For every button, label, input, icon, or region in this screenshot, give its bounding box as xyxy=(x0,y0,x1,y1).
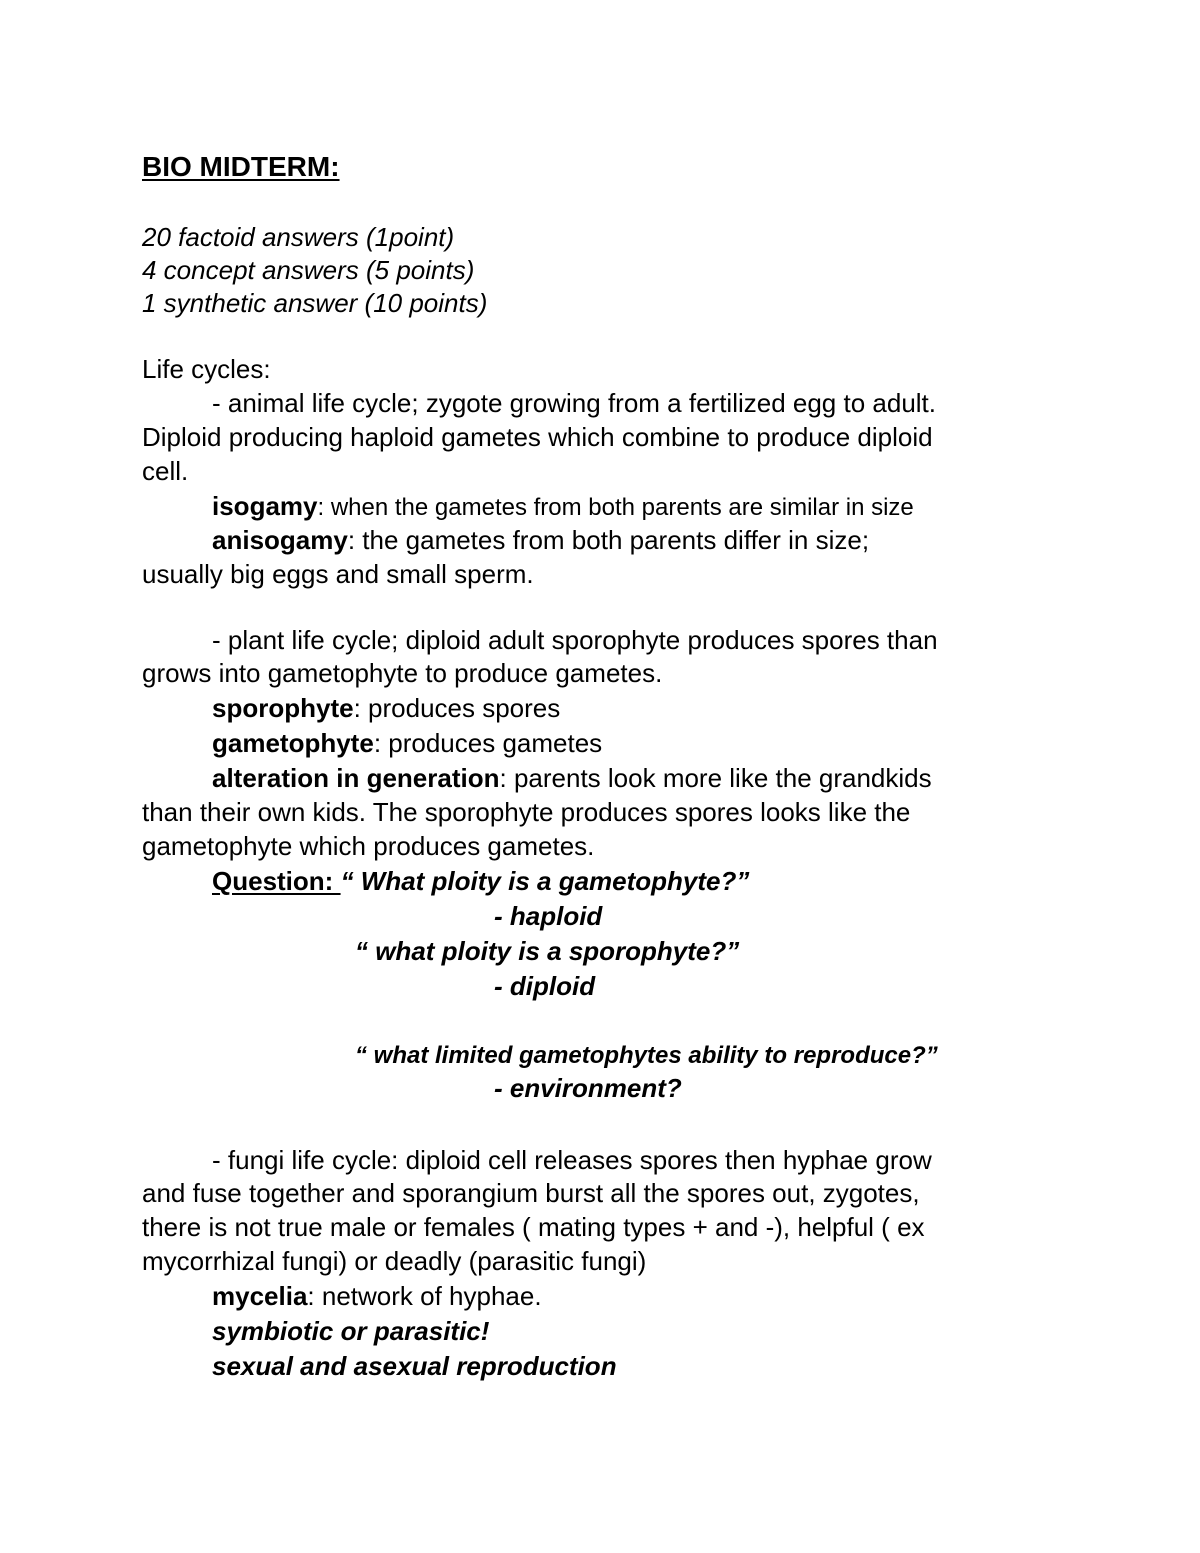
fungi-note-1: symbiotic or parasitic! xyxy=(212,1316,490,1346)
question-3: “ what limited gametophytes ability to reproduce?” xyxy=(355,1042,938,1069)
isogamy-def-text: : when the gametes from both parents are similar in size xyxy=(317,494,914,521)
answer-1: - haploid xyxy=(494,901,603,931)
alteration-definition xyxy=(212,761,932,795)
question-2: “ what ploity is a sporophyte?” xyxy=(355,936,740,966)
plant-line-1: - plant life cycle; diploid adult sporophyte produces spores than xyxy=(212,625,938,655)
gametophyte-def-text: : produces gametes xyxy=(373,728,603,758)
mycelia-definition xyxy=(212,1279,542,1313)
life-cycles-heading: Life cycles: xyxy=(142,354,271,384)
isogamy-definition xyxy=(212,489,914,523)
mycelia-term: mycelia xyxy=(212,1281,308,1311)
animal-line-1: - animal life cycle; zygote growing from a fertilized egg to adult. xyxy=(212,388,937,418)
page-title: BIO MIDTERM: xyxy=(142,151,340,182)
alteration-def-text: : parents look more like the grandkids xyxy=(499,763,932,793)
question-label: Question: xyxy=(212,866,341,896)
scoring-line-3: 1 synthetic answer (10 points) xyxy=(142,288,488,318)
mycelia-def-text: : network of hyphae. xyxy=(307,1281,542,1311)
fungi-line-1: - fungi life cycle: diploid cell releases spores then hyphae grow xyxy=(212,1145,932,1175)
anisogamy-term: anisogamy xyxy=(212,525,348,555)
question-1 xyxy=(212,864,749,898)
anisogamy-def-text: : the gametes from both parents differ in size; xyxy=(347,525,870,555)
sporophyte-def-text: : produces spores xyxy=(353,693,561,723)
scoring-line-2: 4 concept answers (5 points) xyxy=(142,255,475,285)
alteration-term: alteration in generation xyxy=(212,763,500,793)
animal-line-3: cell. xyxy=(142,456,189,486)
sporophyte-definition xyxy=(212,691,560,725)
anisogamy-definition xyxy=(212,523,869,557)
answer-2: - diploid xyxy=(494,971,596,1001)
question-1-text: “ What ploity is a gametophyte?” xyxy=(340,866,750,896)
answer-3: - environment? xyxy=(494,1073,682,1103)
gametophyte-term: gametophyte xyxy=(212,728,374,758)
gametophyte-definition xyxy=(212,726,602,760)
animal-line-2: Diploid producing haploid gametes which combine to produce diploid xyxy=(142,422,933,452)
anisogamy-continuation: usually big eggs and small sperm. xyxy=(142,559,534,589)
fungi-line-2: and fuse together and sporangium burst all the spores out, zygotes, xyxy=(142,1178,920,1208)
sporophyte-term: sporophyte xyxy=(212,693,354,723)
fungi-line-4: mycorrhizal fungi) or deadly (parasitic fungi) xyxy=(142,1246,647,1276)
alteration-continuation-1: than their own kids. The sporophyte produces spores looks like the xyxy=(142,797,911,827)
alteration-continuation-2: gametophyte which produces gametes. xyxy=(142,831,595,861)
fungi-note-2: sexual and asexual reproduction xyxy=(212,1351,617,1381)
isogamy-term: isogamy xyxy=(212,491,318,521)
plant-line-2: grows into gametophyte to produce gametes. xyxy=(142,658,663,688)
fungi-line-3: there is not true male or females ( mating types + and -), helpful ( ex xyxy=(142,1212,925,1242)
scoring-line-1: 20 factoid answers (1point) xyxy=(142,222,455,252)
